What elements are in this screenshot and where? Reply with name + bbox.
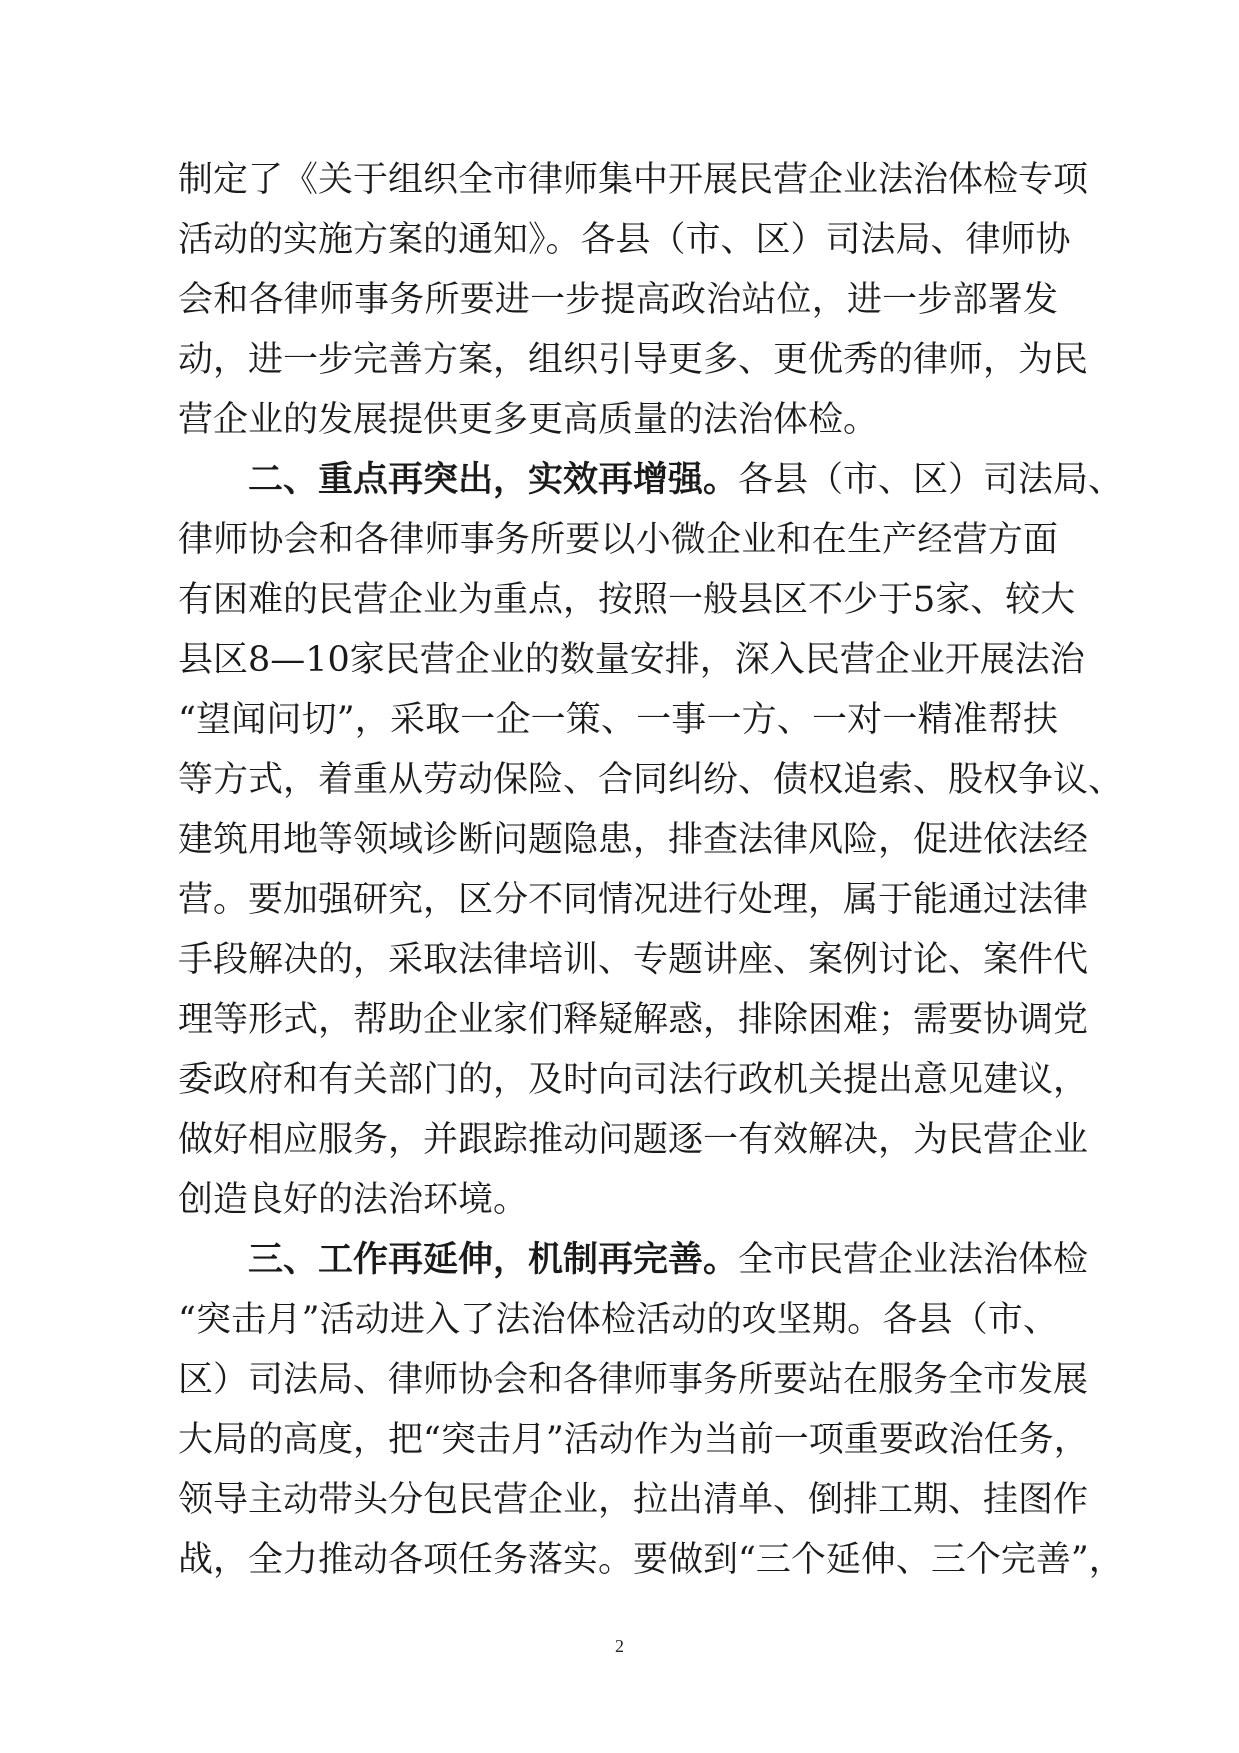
text-line: 创造良好的法治环境。 [178, 1180, 529, 1220]
text-line: 理等形式，帮助企业家们释疑解惑，排除困难；需要协调党 [178, 1000, 1089, 1040]
text-line: 区）司法局、律师协会和各律师事务所要站在服务全市发展 [178, 1360, 1089, 1400]
text-line: 制定了《关于组织全市律师集中开展民营企业法治体检专项 [178, 160, 1089, 200]
text-line: 营企业的发展提供更多更高质量的法治体检。 [178, 400, 879, 440]
section-2-text: 各县（市、区）司法局、 [738, 460, 1124, 500]
text-line: 做好相应服务，并跟踪推动问题逐一有效解决，为民营企业 [178, 1120, 1089, 1160]
section-3-first-line [178, 1230, 1089, 1290]
page-number: 2 [615, 1636, 624, 1656]
section-3-heading: 三、工作再延伸，机制再完善。 [248, 1240, 739, 1280]
text-line: 大局的高度，把“突击月”活动作为当前一项重要政治任务， [178, 1420, 1089, 1460]
text-line: 领导主动带头分包民营企业，拉出清单、倒排工期、挂图作 [178, 1480, 1089, 1520]
body-text [178, 150, 1124, 1590]
text-line: 县区8—10家民营企业的数量安排，深入民营企业开展法治 [178, 640, 1085, 680]
text-line: 活动的实施方案的通知》。各县（市、区）司法局、律师协 [178, 220, 1071, 260]
text-line: 律师协会和各律师事务所要以小微企业和在生产经营方面 [178, 520, 1058, 560]
text-line: 营。要加强研究，区分不同情况进行处理，属于能通过法律 [178, 880, 1089, 920]
text-line: 等方式，着重从劳动保险、合同纠纷、债权追索、股权争议、 [178, 760, 1124, 800]
section-2-heading: 二、重点再突出，实效再增强。 [248, 460, 739, 500]
text-line: “望闻问切”，采取一企一策、一事一方、一对一精准帮扶 [178, 700, 1058, 740]
text-line: “突击月”活动进入了法治体检活动的攻坚期。各县（市、 [178, 1300, 1058, 1340]
text-line: 委政府和有关部门的，及时向司法行政机关提出意见建议， [178, 1060, 1089, 1100]
text-line: 手段解决的，采取法律培训、专题讲座、案例讨论、案件代 [178, 940, 1089, 980]
text-line: 会和各律师事务所要进一步提高政治站位，进一步部署发 [178, 280, 1058, 320]
section-2-first-line [178, 450, 1124, 510]
text-line: 有困难的民营企业为重点，按照一般县区不少于5家、较大 [178, 580, 1076, 620]
text-line: 建筑用地等领域诊断问题隐患，排查法律风险，促进依法经 [178, 820, 1089, 860]
text-line: 动，进一步完善方案，组织引导更多、更优秀的律师，为民 [178, 340, 1089, 380]
text-line: 战，全力推动各项任务落实。要做到“三个延伸、三个完善”， [178, 1540, 1124, 1580]
section-3-text: 全市民营企业法治体检 [738, 1240, 1089, 1280]
